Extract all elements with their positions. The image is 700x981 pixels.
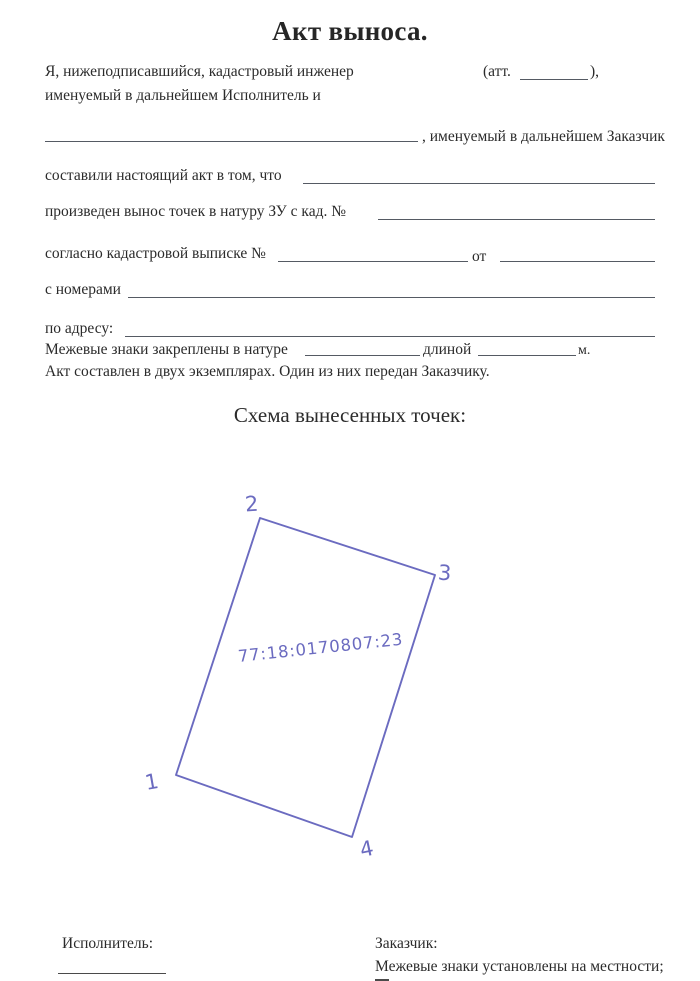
handwritten-cadastral-number: 77:18:0170807:23: [237, 629, 405, 666]
attestation-close-paren: ),: [590, 63, 600, 80]
act-statement-label: составили настоящий акт в том, что: [45, 167, 282, 184]
intro-line-1: Я, нижеподписавшийся, кадастровый инженер: [45, 63, 354, 80]
extract-number-label: согласно кадастровой выписке №: [45, 245, 266, 262]
executor-label: Исполнитель:: [62, 935, 154, 952]
markers-fixed-label: Межевые знаки закреплены в натуре: [45, 341, 288, 358]
vertex-label-1: 1: [143, 769, 161, 795]
executor-signature-line[interactable]: [58, 973, 166, 974]
survey-cadastral-label: произведен вынос точек в натуру ЗУ с кад. №: [45, 203, 347, 220]
page-title: Акт выноса.: [272, 16, 428, 46]
customer-note: Межевые знаки установлены на местности;: [375, 958, 664, 975]
point-numbers-label: с номерами: [45, 281, 121, 298]
attestation-open-paren: (атт.: [483, 63, 511, 80]
customer-label: Заказчик:: [375, 935, 438, 952]
length-label: длиной: [423, 341, 472, 358]
vertex-label-2: 2: [244, 491, 260, 517]
vertex-label-3: 3: [437, 560, 453, 586]
vertex-label-4: 4: [357, 835, 376, 863]
customer-suffix-text: , именуемый в дальнейшем Заказчик: [422, 128, 665, 145]
length-unit: м.: [578, 343, 591, 358]
address-label: по адресу:: [45, 320, 114, 337]
intro-line-2: именуемый в дальнейшем Исполнитель и: [45, 87, 321, 104]
copies-note: Акт составлен в двух экземплярах. Один из них передан Заказчику.: [45, 363, 490, 380]
extract-date-label: от: [472, 248, 487, 265]
plot-polygon: [176, 518, 435, 837]
scheme-heading: Схема вынесенных точек:: [233, 403, 467, 427]
